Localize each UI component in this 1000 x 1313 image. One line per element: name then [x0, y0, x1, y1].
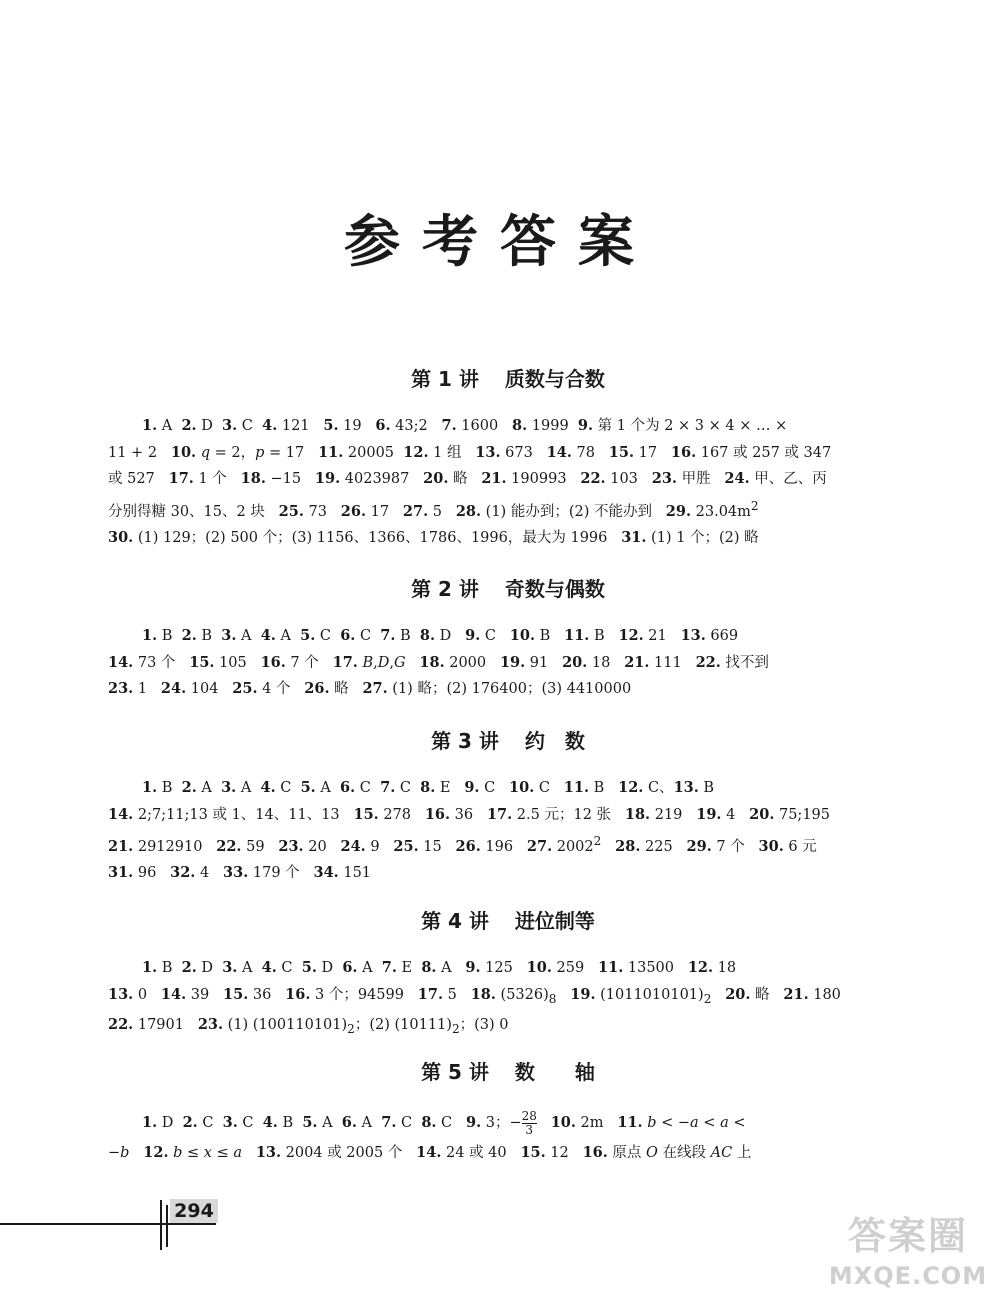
answer-line: 31. 96 32. 4 33. 179 个 34. 151	[108, 864, 372, 882]
section-topic: 质数与合数	[504, 367, 605, 391]
answer-line: 22. 17901 23. (1) $(100110101)_2$；(2) $(10111)_2$；(3) 0	[108, 1015, 509, 1036]
footer-rule-vertical	[160, 1200, 162, 1250]
answer-lines	[108, 413, 908, 551]
watermark-text: 答案圈	[847, 1214, 968, 1258]
page-title: 参考答案	[344, 210, 656, 275]
section-heading	[108, 903, 908, 939]
answer-lines	[108, 775, 908, 887]
section-number: 第 5 讲	[421, 1060, 489, 1084]
section-topic: 奇数与偶数	[504, 577, 605, 601]
answer-line: 13. 0 14. 39 15. 36 16. 3 个；94599 17. 5 18. $(5326)_8$ 19. $(1011010101)_2$ 20. 略 21. 180	[108, 985, 841, 1006]
page-number: 294	[170, 1199, 218, 1223]
answer-lines	[108, 1106, 908, 1167]
section-number: 第 3 讲	[431, 729, 499, 753]
answer-line: 30. (1) 129；(2) 500 个；(3) 1156、1366、1786、1996，最大为 1996 31. (1) 1 个；(2) 略	[108, 528, 759, 546]
watermark-logo	[828, 1212, 988, 1302]
answer-lines	[108, 955, 908, 1042]
section-topic: 约 数	[524, 729, 585, 753]
section-3	[108, 723, 908, 887]
answer-line: 11 + 2 10. q = 2，p = 17 11. 20005 12. 1 组 13. 673 14. 78 15. 17 16. 167 或 257 或 347	[108, 443, 832, 461]
answer-line: 1. B 2. A 3. A 4. C 5. A 6. C 7. C 8. E 9. C 10. C 11. B 12. C、13. B	[142, 779, 715, 796]
section-heading	[108, 1054, 908, 1090]
answer-line: 1. B 2. D 3. A 4. C 5. D 6. A 7. E 8. A 9. 125 10. 259 11. 13500 12. 18	[142, 959, 737, 976]
section-number: 第 4 讲	[421, 909, 489, 933]
section-2	[108, 571, 908, 703]
section-topic: 数 轴	[514, 1060, 595, 1084]
answer-line: 分别得糖 30、15、2 块 25. 73 26. 17 27. 5 28. (1) 能办到；(2) 不能办到 29. $23.04m^2$	[108, 498, 759, 520]
watermark-url: MXQE.COM	[828, 1262, 988, 1290]
answer-line: 或 527 17. 1 个 18. −15 19. 4023987 20. 略 21. 190993 22. 103 23. 甲胜 24. 甲、乙、丙	[108, 470, 827, 487]
answer-line: 23. 1 24. 104 25. 4 个 26. 略 27. (1) 略；(2) 176400；(3) 4410000	[108, 680, 632, 697]
answer-line: 1. A 2. D 3. C 4. 121 5. 19 6. 43;2 7. 1600 8. 1999 9. 第 1 个为 2 × 3 × 4 × … ×	[142, 417, 788, 434]
section-heading	[108, 723, 908, 759]
section-number: 第 2 讲	[411, 577, 479, 601]
footer-rule-vertical	[166, 1205, 168, 1247]
section-number: 第 1 讲	[411, 367, 479, 391]
answer-line: −b 12. b ≤ x ≤ a 13. 2004 或 2005 个 14. 24 或 40 15. 12 16. 原点 O 在线段 AC 上	[108, 1144, 752, 1161]
answer-lines	[108, 623, 908, 703]
section-topic: 进位制等	[514, 909, 595, 933]
answer-line: 1. B 2. B 3. A 4. A 5. C 6. C 7. B 8. D 9. C 10. B 11. B 12. 21 13. 669	[142, 627, 739, 644]
section-4	[108, 903, 908, 1042]
answer-line: 14. 73 个 15. 105 16. 7 个 17. B,D,G 18. 2000 19. 91 20. 18 21. 111 22. 找不到	[108, 653, 769, 671]
answer-line: 1. D 2. C 3. C 4. B 5. A 6. A 7. C 8. C 9. 3；− $\frac{28}{3}$ 10. 2m 11. b < −a < a <	[142, 1108, 746, 1137]
footer-rule	[0, 1223, 216, 1225]
section-heading	[108, 571, 908, 607]
section-heading	[108, 361, 908, 397]
answer-line: 14. 2;7;11;13 或 1、14、11、13 15. 278 16. 36 17. 2.5 元；12 张 18. 219 19. 4 20. 75;195	[108, 805, 830, 823]
section-5	[108, 1054, 908, 1167]
section-1	[108, 361, 908, 551]
answer-line: 21. 2912910 22. 59 23. 20 24. 9 25. 15 26. 196 27. 2002$^2$ 28. 225 29. 7 个 30. 6 元	[108, 834, 817, 855]
